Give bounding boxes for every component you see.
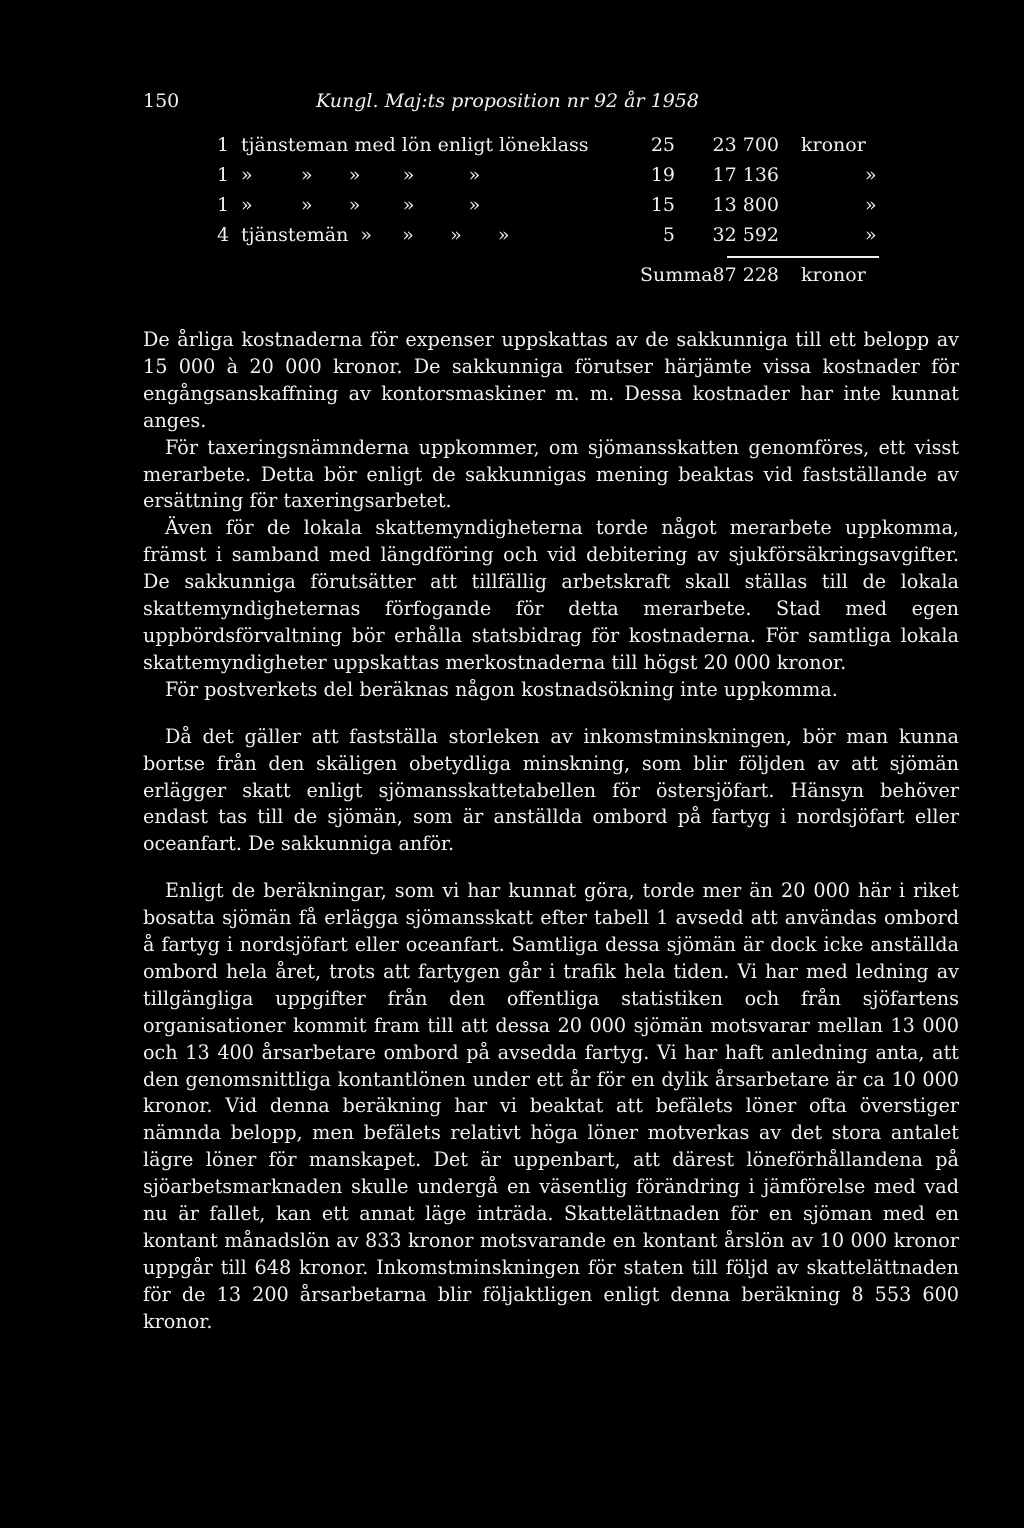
row-amount: 17 136 — [712, 164, 779, 186]
row-salary-class: 19 — [650, 164, 675, 186]
table-row — [217, 194, 887, 224]
sum-unit: kronor — [801, 264, 866, 286]
paragraph: Även för de lokala skattemyndigheterna torde något merarbete uppkomma, främst i samband med längdföring och vid debitering av sjukförsäkringsavgifter. De sakkunniga förutsätter att tillfällig arbetskraft skall ställas till de lokala skattemyndigheternas förfogande för detta merarbete. Stad med egen uppbördsförvaltning bör erhålla statsbidrag för kostnaderna. För samtliga lokala skattemyndigheter uppskattas merkostnaderna till högst 20 000 kronor. — [143, 516, 959, 674]
table-row — [217, 224, 887, 254]
row-salary-class: 5 — [662, 224, 675, 246]
row-unit: » — [865, 194, 877, 216]
paragraph: För postverkets del beräknas någon kostnadsökning inte uppkomma. — [165, 677, 838, 701]
sum-label: Summa — [640, 264, 713, 286]
row-count: 1 — [217, 194, 230, 216]
table-row — [217, 164, 887, 194]
row-description: » » » » » — [241, 194, 481, 216]
sum-amount: 87 228 — [712, 264, 779, 286]
row-amount: 23 700 — [712, 134, 779, 156]
row-description: tjänsteman med lön enligt löneklass — [241, 134, 589, 156]
row-count: 1 — [217, 164, 230, 186]
row-description: » » » » » — [241, 164, 481, 186]
row-description: tjänstemän » » » » — [241, 224, 510, 246]
paragraph: Enligt de beräkningar, som vi har kunnat göra, torde mer än 20 000 här i riket bosatta sjömän få erlägga sjömansskatt efter tabell 1 avsedd att användas ombord å fartyg i nordsjöfart eller oceanfart. Samtliga dessa sjömän är dock icke anställda ombord hela året, trots att fartygen går i trafik hela tiden. Vi har med ledning av tillgängliga uppgifter från den offentliga statistiken och från sjöfartens organisationer kommit fram till att dessa 20 000 sjömän motsvarar mellan 13 000 och 13 400 årsarbetare ombord på avsedda fartyg. Vi har haft anledning anta, att den genomsnittliga kontantlönen under ett år för en dylik årsarbetare är ca 10 000 kronor. Vid denna beräkning har vi beaktat att befälets löner ofta överstiger nämnda belopp, men befälets relativt höga löner motverkas av det stora antalet lägre löner för manskapet. Det är uppenbart, att därest löneförhållandena på sjöarbetsmarknaden skulle undergå en väsentlig förändring i jämförelse med vad nu är fallet, kan ett annat läge inträda. Skattelättnaden för en sjöman med en kontant månadslön av 833 kronor motsvarande en kontant årslön av 10 000 kronor uppgår till 648 kronor. Inkomstminskningen för staten till följd av skattelättnaden för de 13 200 årsarbetarna blir följaktligen enligt denna beräkning 8 553 600 kronor. — [143, 879, 959, 1333]
paragraph: Då det gäller att fastställa storleken av inkomstminskningen, bör man kunna bortse från den skäligen obetydliga minskning, som blir följden av att sjömän erlägger skatt enligt sjömansskattetabellen för östersjöfart. Hänsyn behöver endast tas till de sjömän, som är anställda ombord på fartyg i nordsjöfart eller oceanfart. De sakkunniga anför. — [143, 724, 959, 856]
row-count: 1 — [217, 134, 230, 156]
sum-row — [217, 264, 887, 294]
row-unit: » — [865, 164, 877, 186]
salary-table — [217, 134, 887, 286]
sum-rule — [727, 256, 879, 258]
table-row — [217, 134, 887, 164]
row-salary-class: 15 — [650, 194, 675, 216]
paragraph: För taxeringsnämnderna uppkommer, om sjömansskatten genomföres, ett visst merarbete. Detta bör enligt de sakkunnigas mening beaktas vid fastställande av ersättning för taxeringsarbetet. — [143, 435, 959, 513]
row-amount: 32 592 — [712, 224, 779, 246]
running-title: Kungl. Maj:ts proposition nr 92 år 1958 — [316, 90, 699, 112]
row-unit: » — [865, 224, 877, 246]
row-unit: kronor — [801, 134, 866, 156]
row-amount: 13 800 — [712, 194, 779, 216]
body-text — [143, 327, 959, 1336]
paragraph: De årliga kostnaderna för expenser uppskattas av de sakkunniga till ett belopp av 15 000 à 20 000 kronor. De sakkunniga förutser härjämte vissa kostnader för engångsanskaffning av kontorsmaskiner m. m. Dessa kostnader har inte kunnat anges. — [143, 328, 959, 432]
row-salary-class: 25 — [650, 134, 675, 156]
page-number: 150 — [143, 90, 180, 112]
row-count: 4 — [217, 224, 230, 246]
